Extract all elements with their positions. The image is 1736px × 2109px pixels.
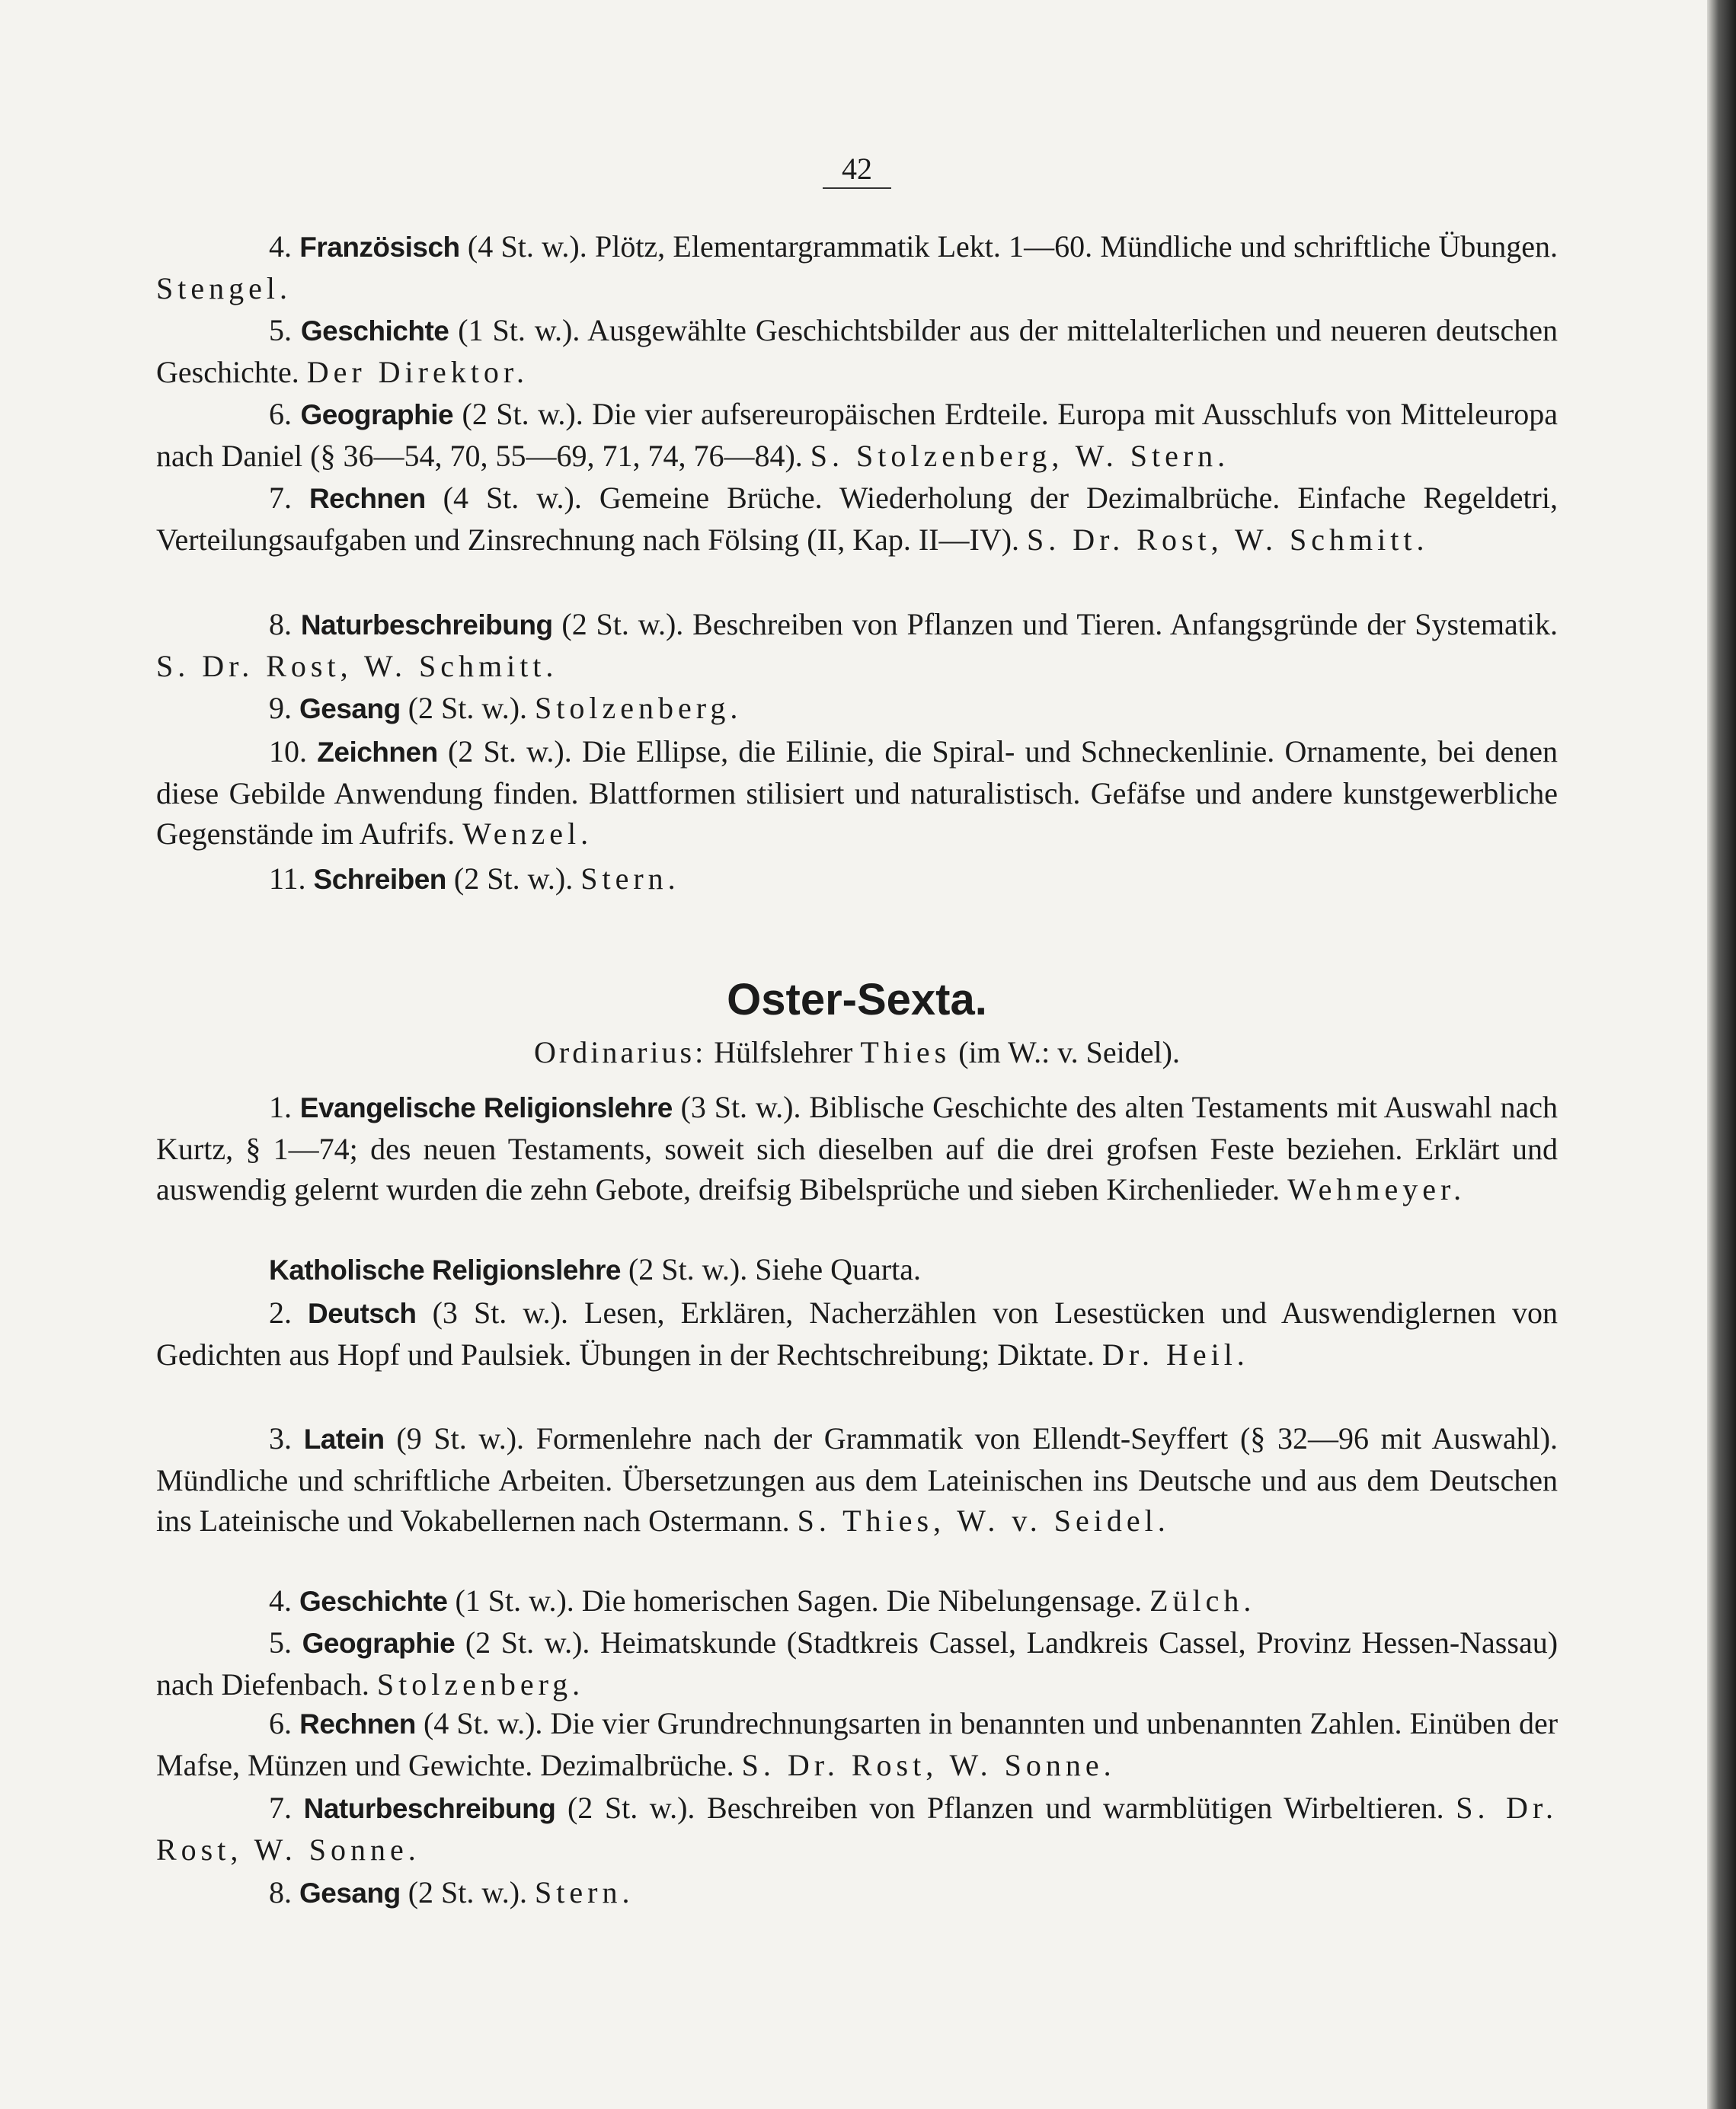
teacher-name: S. Dr. Rost, W. Schmitt.	[1027, 522, 1429, 557]
list-item: 7. Rechnen (4 St. w.). Gemeine Brüche. Wiederholung der Dezimalbrüche. Einfache Regeldetri, Verteilungsaufgaben und Zinsrechnung nach Fölsing (II, Kap. II—IV). S. Dr. Rost, W. Schmitt.	[156, 481, 1558, 557]
list-item: 4. Französisch (4 St. w.). Plötz, Elementargrammatik Lekt. 1—60. Mündliche und schriftliche Übungen. Stengel.	[156, 229, 1558, 305]
subject-heading: Gesang	[299, 693, 401, 724]
teacher-name: Wenzel.	[462, 816, 593, 851]
subject-heading: Französisch	[299, 232, 460, 263]
list-item: 8. Naturbeschreibung (2 St. w.). Beschreiben von Pflanzen und Tieren. Anfangsgründe der Systematik. S. Dr. Rost, W. Schmitt.	[156, 607, 1559, 683]
teacher-name: Der Direktor.	[306, 354, 529, 389]
teacher-name: Stolzenberg.	[376, 1666, 585, 1702]
teacher-name: Stern.	[535, 1875, 635, 1909]
subject-heading: Geographie	[302, 1628, 456, 1659]
list-item: 2. Deutsch (3 St. w.). Lesen, Erklären, Nacherzählen von Lesestücken und Auswendiglernen von Gedichten aus Hopf und Paulsiek. Übungen in der Rechtschreibung; Diktate. Dr. Heil.	[156, 1296, 1559, 1372]
list-item: 11. Schreiben (2 St. w.). Stern.	[269, 861, 680, 896]
ordinarius-name: Thies	[860, 1035, 951, 1069]
subject-heading: Rechnen	[309, 483, 426, 514]
teacher-name: S. Stolzenberg, W. Stern.	[810, 438, 1230, 473]
list-item: 7. Naturbeschreibung (2 St. w.). Beschreiben von Pflanzen und warmblütigen Wirbeltieren. S. Dr. Rost, W. Sonne.	[156, 1791, 1559, 1867]
subject-heading: Naturbeschreibung	[303, 1793, 556, 1824]
teacher-name: S. Dr. Rost, W. Sonne.	[741, 1747, 1116, 1782]
subject-heading: Deutsch	[308, 1298, 417, 1329]
list-item: 5. Geschichte (1 St. w.). Ausgewählte Geschichtsbilder aus der mittelalterlichen und neueren deutschen Geschichte. Der Direktor.	[156, 313, 1559, 389]
subject-heading: Rechnen	[299, 1708, 416, 1740]
subject-heading: Schreiben	[313, 864, 446, 895]
list-item: 4. Geschichte (1 St. w.). Die homerischen Sagen. Die Nibelungensage. Zülch.	[269, 1583, 1256, 1618]
section-title: Oster-Sexta.	[727, 975, 987, 1024]
list-item: 6. Geographie (2 St. w.). Die vier aufsereuropäischen Erdteile. Europa mit Ausschlufs von Mitteleuropa nach Daniel (§ 36—54, 70, 55—69, 71, 74, 76—84). S. Stolzenberg, W. Stern.	[156, 397, 1559, 473]
ordinarius-line: Ordinarius: Hülfslehrer Thies (im W.: v. Seidel).	[534, 1035, 1180, 1069]
scan-edge	[1707, 0, 1736, 2109]
teacher-name: S. Dr. Rost, W. Schmitt.	[156, 648, 558, 683]
subject-heading: Gesang	[299, 1877, 401, 1909]
teacher-name: Stern.	[580, 861, 680, 896]
ordinarius-label: Ordinarius:	[534, 1035, 707, 1069]
subject-heading: Katholische Religionslehre	[269, 1254, 621, 1286]
teacher-name: S. Dr. Rost, W. Sonne.	[156, 1791, 1559, 1867]
subject-heading: Geographie	[300, 399, 454, 430]
page-number: 42	[823, 151, 891, 189]
list-item: 3. Latein (9 St. w.). Formenlehre nach der Grammatik von Ellendt-Seyffert (§ 32—96 mit Auswahl). Mündliche und schriftliche Arbeiten. Übersetzungen aus dem Lateinischen ins Deutsche und aus dem Deutschen ins Lateinische und Vokabellernen nach Ostermann. S. Thies, W. v. Seidel.	[156, 1421, 1559, 1538]
teacher-name: Stengel.	[156, 270, 292, 305]
list-item: 5. Geographie (2 St. w.). Heimatskunde (Stadtkreis Cassel, Landkreis Cassel, Provinz Hessen-Nassau) nach Diefenbach. Stolzenberg.	[156, 1625, 1559, 1702]
list-item: 6. Rechnen (4 St. w.). Die vier Grundrechnungsarten in benannten und unbenannten Zahlen. Einüben der Mafse, Münzen und Gewichte. Dezimalbrüche. S. Dr. Rost, W. Sonne.	[156, 1706, 1559, 1782]
teacher-name: Wehmeyer.	[1287, 1172, 1466, 1206]
teacher-name: Zülch.	[1149, 1583, 1256, 1618]
subject-heading: Geschichte	[299, 1586, 448, 1617]
list-item: 1. Evangelische Religionslehre (3 St. w.). Biblische Geschichte des alten Testaments mit Auswahl nach Kurtz, § 1—74; des neuen Testaments, soweit sich dieselben auf die drei grofsen Feste beziehen. Erklärt und auswendig gelernt wurden die zehn Gebote, dreifsig Bibelsprüche und sieben Kirchenlieder. Wehmeyer.	[156, 1090, 1559, 1206]
subject-heading: Geschichte	[300, 315, 449, 347]
list-item: Katholische Religionslehre (2 St. w.). Siehe Quarta.	[269, 1252, 921, 1286]
list-item: 8. Gesang (2 St. w.). Stern.	[269, 1875, 635, 1909]
list-item: 9. Gesang (2 St. w.). Stolzenberg.	[269, 691, 743, 725]
subject-heading: Latein	[303, 1424, 385, 1455]
subject-heading: Zeichnen	[317, 737, 438, 768]
teacher-name: Dr. Heil.	[1101, 1337, 1249, 1372]
list-item: 10. Zeichnen (2 St. w.). Die Ellipse, die Eilinie, die Spiral- und Schneckenlinie. Ornamente, bei denen diese Gebilde Anwendung finden. Blattformen stilisiert und naturalistisch. Gefäfse und andere kunstgewerbliche Gegenstände im Aufrifs. Wenzel.	[156, 734, 1559, 851]
subject-heading: Evangelische Religionslehre	[299, 1092, 673, 1123]
teacher-name: Stolzenberg.	[535, 691, 743, 725]
subject-heading: Naturbeschreibung	[300, 609, 553, 641]
teacher-name: S. Thies, W. v. Seidel.	[797, 1503, 1170, 1538]
